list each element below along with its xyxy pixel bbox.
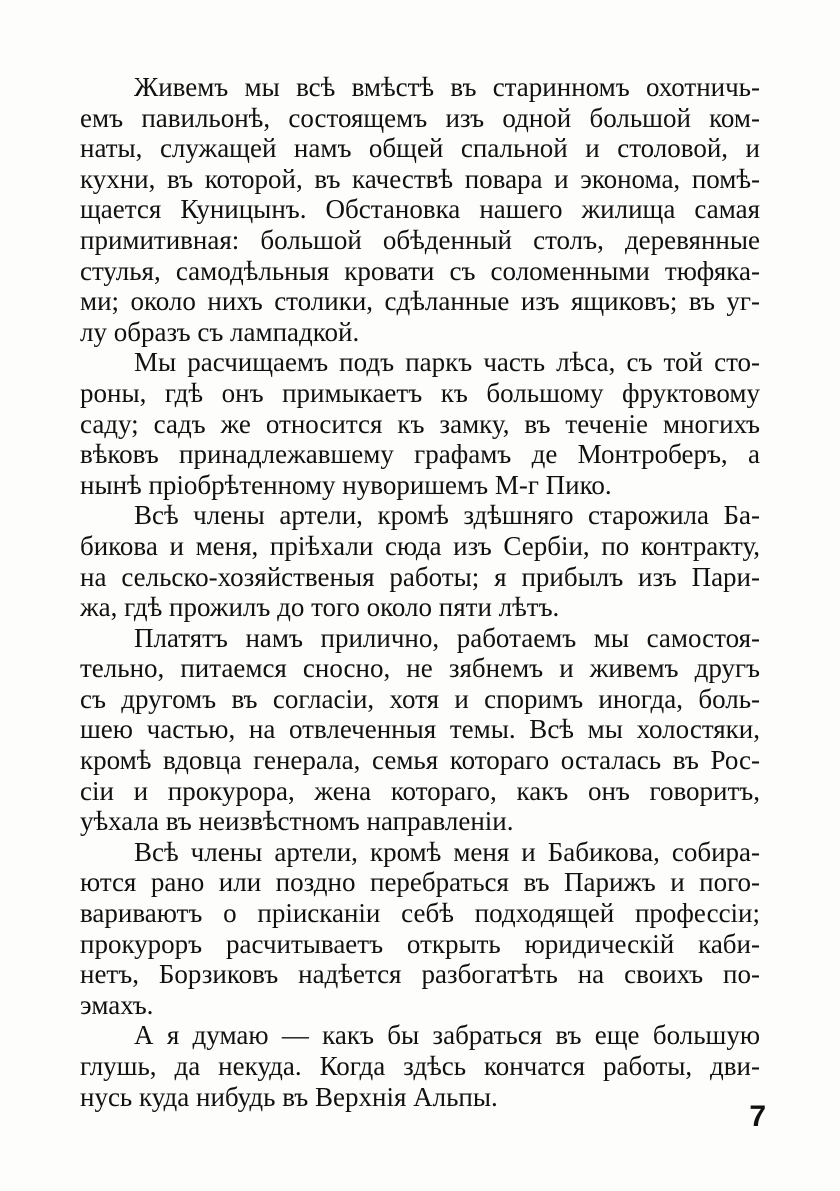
text-line: стулья, самодѣльныя кровати съ соломенными тюфяка- <box>80 255 760 286</box>
text-line: эмахъ. <box>80 989 154 1020</box>
text-line: наты, служащей намъ общей спальной и столовой, и <box>80 133 760 164</box>
text-line: съ другомъ въ согласіи, хотя и споримъ иногда, боль- <box>80 683 760 714</box>
paragraph-1 <box>80 72 760 347</box>
paragraph-6 <box>80 1020 760 1112</box>
text-line: Мы расчищаемъ подъ паркъ часть лѣса, съ той сто- <box>134 347 760 378</box>
page-number: 7 <box>749 1100 766 1133</box>
text-line: на сельско-хозяйственыя работы; я прибылъ изъ Пари- <box>80 561 760 592</box>
body-text <box>80 72 760 1112</box>
text-line: ются рано или поздно перебраться въ Парижъ и пого- <box>80 867 760 898</box>
paragraph-2 <box>80 347 760 500</box>
text-line: роны, гдѣ онъ примыкаетъ къ большому фруктовому <box>80 377 760 408</box>
paragraph-3 <box>80 500 760 622</box>
text-line: бикова и меня, пріѣхали сюда изъ Сербіи, по контракту, <box>80 530 760 561</box>
paragraph-4 <box>80 623 760 837</box>
text-line: кромѣ вдовца генерала, семья котораго осталась въ Рос- <box>80 745 760 776</box>
text-line: Всѣ члены артели, кромѣ здѣшняго старожила Ба- <box>134 500 760 531</box>
text-line: нынѣ пріобрѣтенному нуворишемъ М-г Пико. <box>80 469 612 500</box>
text-line: лу образъ съ лампадкой. <box>80 316 360 347</box>
text-line: Всѣ члены артели, кромѣ меня и Бабикова, собира- <box>134 836 760 867</box>
text-line: вариваютъ о прiисканiи себѣ подходящей профессiи; <box>80 898 760 929</box>
text-line: А я думаю — какъ бы забраться въ еще большую <box>134 1020 760 1051</box>
text-line: кухни, въ которой, въ качествѣ повара и эконома, помѣ- <box>80 163 760 194</box>
text-line: сіи и прокурора, жена котораго, какъ онъ говоритъ, <box>80 775 760 806</box>
paragraph-5 <box>80 837 760 1021</box>
text-line: жа, гдѣ прожилъ до того около пяти лѣтъ. <box>80 592 560 623</box>
text-line: глушь, да некуда. Когда здѣсь кончатся работы, дви- <box>80 1051 760 1081</box>
text-line: Платятъ намъ прилично, работаемъ мы самостоя- <box>134 622 760 653</box>
text-line: емъ павильонѣ, состоящемъ изъ одной большой ком- <box>80 102 760 133</box>
text-line: прокуроръ расчитываетъ открыть юридическій каби- <box>80 928 760 959</box>
text-line: щается Куницынъ. Обстановка нашего жилища самая <box>80 194 760 225</box>
text-line: нусь куда нибудь въ Верхнія Альпы. <box>80 1081 498 1112</box>
text-line: нетъ, Борзиковъ надѣется разбогатѣть на своихъ по- <box>80 959 760 990</box>
text-line: примитивная: большой обѣденный столъ, деревянные <box>80 224 760 255</box>
text-line: вѣковъ принадлежавшему графамъ де Монтроберъ, а <box>80 439 760 470</box>
text-line: ми; около нихъ столики, сдѣланные изъ ящиковъ; въ уг- <box>80 286 760 317</box>
text-line: Живемъ мы всѣ вмѣстѣ въ старинномъ охотничь- <box>134 72 760 102</box>
text-line: тельно, питаемся сносно, не зябнемъ и живемъ другъ <box>80 653 760 684</box>
text-line: саду; садъ же относится къ замку, въ теченіе многихъ <box>80 408 760 439</box>
text-line: шею частью, на отвлеченныя темы. Всѣ мы холостяки, <box>80 714 760 745</box>
text-line: уѣхала въ неизвѣстномъ направленіи. <box>80 806 514 837</box>
